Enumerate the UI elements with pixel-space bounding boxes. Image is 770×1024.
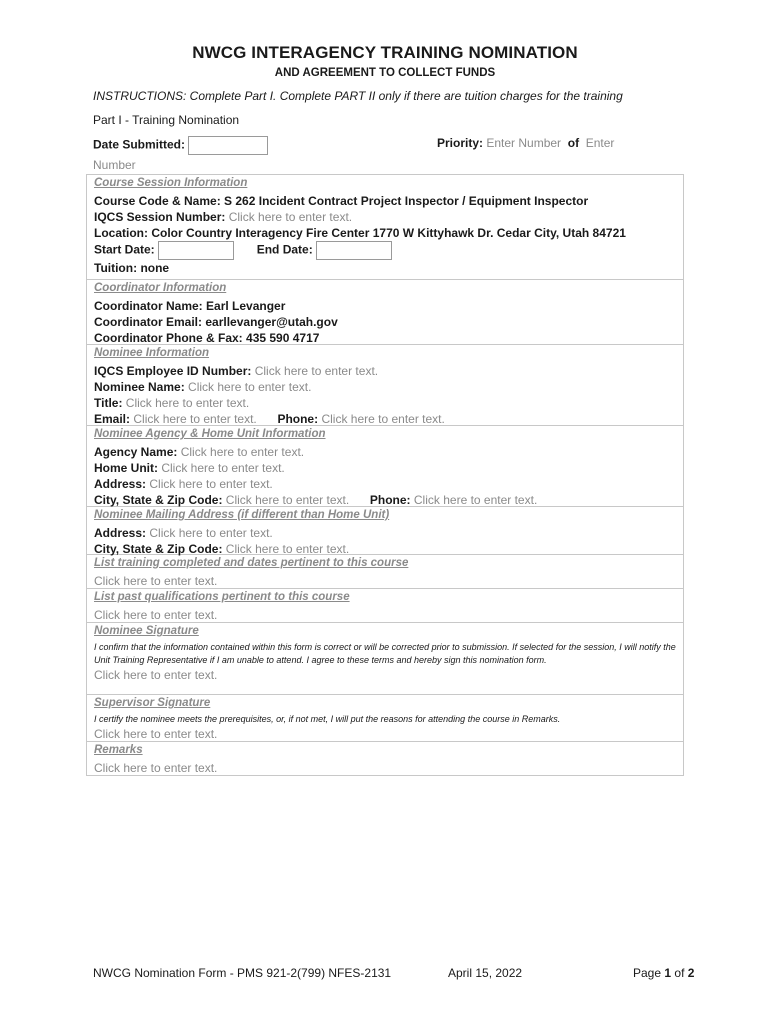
date-submitted-input[interactable]	[188, 136, 268, 155]
agency-phone-label: Phone:	[369, 493, 411, 507]
agency-name-input[interactable]: Click here to enter text.	[180, 445, 305, 459]
employee-id-label: IQCS Employee ID Number:	[94, 364, 252, 378]
qualifications-section	[87, 589, 683, 623]
page-title: NWCG INTERAGENCY TRAINING NOMINATION	[192, 43, 578, 62]
home-unit-line	[94, 460, 676, 476]
footer-page-total: 2	[687, 966, 695, 980]
coordinator-name-line	[94, 298, 676, 314]
nominee-email-label: Email:	[94, 412, 131, 426]
coordinator-phone-line	[94, 330, 676, 346]
employee-id-input[interactable]: Click here to enter text.	[254, 364, 379, 378]
coordinator-email-value: earllevanger@utah.gov	[205, 315, 338, 329]
page-subtitle: AND AGREEMENT TO COLLECT FUNDS	[274, 67, 496, 79]
location-line	[94, 225, 676, 241]
agency-csz-input[interactable]: Click here to enter text.	[225, 493, 350, 507]
agency-heading: Nominee Agency & Home Unit Information	[94, 428, 326, 440]
footer-page-word: Page	[633, 966, 662, 980]
priority-of-label: of	[567, 136, 580, 150]
agency-section	[87, 426, 683, 507]
end-date-input[interactable]	[316, 241, 392, 260]
nominee-section	[87, 345, 683, 426]
training-input[interactable]: Click here to enter text.	[94, 574, 218, 588]
remarks-heading: Remarks	[94, 744, 143, 756]
coordinator-heading: Coordinator Information	[94, 282, 227, 294]
mailing-section	[87, 507, 683, 555]
coordinator-name-label: Coordinator Name:	[94, 299, 203, 313]
agency-phone-input[interactable]: Click here to enter text.	[413, 493, 538, 507]
priority-total-input[interactable]: Enter	[585, 136, 615, 150]
nominee-name-input[interactable]: Click here to enter text.	[188, 380, 312, 394]
mailing-csz-label: City, State & Zip Code:	[94, 542, 223, 556]
mailing-address-input[interactable]: Click here to enter text.	[149, 526, 273, 540]
location-value: Color Country Interagency Fire Center 1770 W Kittyhawk Dr. Cedar City, Utah 84721	[151, 226, 626, 240]
iqcs-session-line	[94, 209, 676, 225]
iqcs-session-label: IQCS Session Number:	[94, 210, 226, 224]
agency-name-label: Agency Name:	[94, 445, 178, 459]
coordinator-email-label: Coordinator Email:	[94, 315, 203, 329]
dates-line	[94, 241, 676, 260]
supervisor-signature-statement: I certify the nominee meets the prerequisites, or, if not met, I will put the reasons for attending the course in Remarks.	[94, 714, 561, 724]
start-date-input[interactable]	[158, 241, 234, 260]
employee-id-line	[94, 363, 676, 379]
priority-label: Priority:	[437, 136, 484, 150]
agency-name-line	[94, 444, 676, 460]
iqcs-session-input[interactable]: Click here to enter text.	[228, 210, 353, 224]
mailing-address-label: Address:	[94, 526, 147, 540]
training-heading: List training completed and dates pertinent to this course	[94, 557, 409, 569]
tuition-line	[94, 260, 676, 276]
training-section	[87, 555, 683, 589]
tuition-label: Tuition:	[94, 261, 138, 275]
supervisor-signature-section	[87, 695, 683, 742]
course-session-heading: Course Session Information	[94, 177, 248, 189]
agency-address-line	[94, 476, 676, 492]
priority-row	[437, 136, 614, 150]
qualifications-heading: List past qualifications pertinent to this course	[94, 591, 350, 603]
course-value: S 262 Incident Contract Project Inspector / Equipment Inspector	[224, 194, 589, 208]
remarks-section	[87, 742, 683, 776]
nominee-phone-input[interactable]: Click here to enter text.	[321, 412, 445, 426]
footer-date: April 15, 2022	[448, 966, 523, 980]
tuition-value: none	[140, 261, 170, 275]
agency-address-label: Address:	[94, 477, 147, 491]
coordinator-phone-label: Coordinator Phone & Fax:	[94, 331, 243, 345]
nominee-email-input[interactable]: Click here to enter text.	[133, 412, 257, 426]
coordinator-name-value: Earl Levanger	[206, 299, 286, 313]
nominee-signature-heading: Nominee Signature	[94, 625, 199, 637]
nominee-signature-section	[87, 623, 683, 695]
supervisor-signature-input[interactable]: Click here to enter text.	[94, 727, 218, 741]
agency-address-input[interactable]: Click here to enter text.	[149, 477, 273, 491]
home-unit-input[interactable]: Click here to enter text.	[161, 461, 285, 475]
nominee-title-label: Title:	[94, 396, 123, 410]
end-date-label: End Date:	[256, 242, 313, 257]
footer-page-number	[633, 966, 694, 980]
agency-csz-label: City, State & Zip Code:	[94, 493, 223, 507]
mailing-address-line	[94, 525, 676, 541]
nominee-name-line	[94, 379, 676, 395]
nominee-signature-input[interactable]: Click here to enter text.	[94, 668, 218, 682]
coordinator-email-line	[94, 314, 676, 330]
nominee-name-label: Nominee Name:	[94, 380, 185, 394]
footer-form-name: NWCG Nomination Form - PMS 921-2(799) NFES-2131	[93, 966, 392, 980]
remarks-input[interactable]: Click here to enter text.	[94, 761, 218, 775]
instructions: INSTRUCTIONS: Complete Part I. Complete PART II only if there are tuition charges for the training	[93, 89, 623, 103]
nominee-heading: Nominee Information	[94, 347, 210, 359]
coordinator-section	[87, 280, 683, 345]
priority-total-input-wrap[interactable]: Number	[93, 158, 136, 172]
footer-page-num: 1	[664, 966, 672, 980]
location-label: Location:	[94, 226, 148, 240]
part-heading: Part I - Training Nomination	[93, 113, 240, 127]
mailing-heading: Nominee Mailing Address (if different than Home Unit)	[94, 509, 390, 521]
coordinator-phone-value: 435 590 4717	[246, 331, 320, 345]
nominee-signature-statement: I confirm that the information contained within this form is correct or will be corrected prior to submission. If selected for the session, I will notify the Unit Training Representative if I am unable to attend. I agree to these terms and hereby sign this nomination form.	[94, 642, 676, 665]
date-submitted-row	[93, 136, 268, 155]
nominee-title-line	[94, 395, 676, 411]
supervisor-signature-heading: Supervisor Signature	[94, 697, 211, 709]
nominee-contact-line	[94, 411, 676, 427]
start-date-label: Start Date:	[94, 242, 155, 257]
home-unit-label: Home Unit:	[94, 461, 158, 475]
course-session-section	[87, 175, 683, 280]
nomination-form	[86, 174, 684, 776]
priority-input[interactable]: Enter Number	[486, 136, 562, 150]
course-line	[94, 193, 676, 209]
agency-csz-line	[94, 492, 676, 508]
date-submitted-label: Date Submitted:	[93, 137, 186, 152]
qualifications-input[interactable]: Click here to enter text.	[94, 608, 218, 622]
nominee-phone-label: Phone:	[277, 412, 319, 426]
course-label: Course Code & Name:	[94, 194, 221, 208]
footer-of-word: of	[674, 966, 685, 980]
nominee-title-input[interactable]: Click here to enter text.	[125, 396, 250, 410]
mailing-csz-input[interactable]: Click here to enter text.	[225, 542, 350, 556]
